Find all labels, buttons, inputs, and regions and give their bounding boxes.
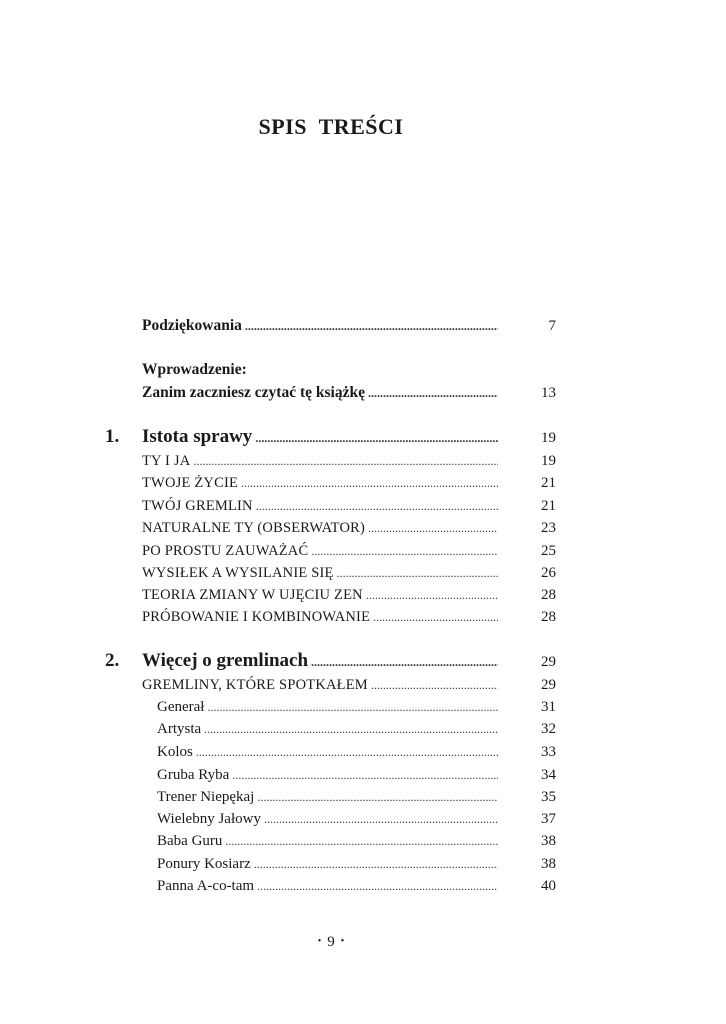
dot-leader [196,743,498,761]
dot-leader [368,384,498,402]
toc-section [142,564,498,582]
toc-subsection-label: Gruba Ryba [157,767,230,783]
toc-section-label: WYSIŁEK A WYSILANIE SIĘ [142,565,334,581]
toc-page-number: 7 [548,318,556,334]
toc-subsection [157,855,498,873]
toc-page-number: 37 [541,811,556,827]
dot-leader [371,676,498,694]
dot-leader [193,452,498,470]
toc-page-number: 35 [541,789,556,805]
toc-subsection [157,698,498,716]
toc-subsection [157,743,498,761]
dot-leader [232,766,498,784]
toc-section [142,474,498,492]
toc-page-number: 19 [541,453,556,469]
toc-subsection-label: Generał [157,699,205,715]
toc-section [142,608,498,626]
toc-subsection-label: Wielebny Jałowy [157,811,261,827]
toc-page-number: 26 [541,565,556,581]
toc-section [142,452,498,470]
toc-subsection-label: Trener Niepękaj [157,789,255,805]
toc-page-number: 29 [541,677,556,693]
dot-leader [264,810,498,828]
toc-section [142,676,498,694]
toc-page-number: 19 [541,430,556,446]
dot-leader [204,720,498,738]
toc-page-number: 21 [541,475,556,491]
toc-page-number: 28 [541,587,556,603]
toc-page-number: 32 [541,721,556,737]
toc-section-label: GREMLINY, KTÓRE SPOTKAŁEM [142,677,368,693]
dot-leader [255,427,498,449]
dot-leader [337,564,498,582]
dot-leader [207,698,498,716]
toc-entry-acknowledgements [142,317,498,335]
dot-leader [241,474,498,492]
bullet-ornament-icon: • [340,936,345,947]
dot-leader [225,832,498,850]
toc-subsection-label: Panna A-co-tam [157,878,255,894]
toc-section-label: PRÓBOWANIE I KOMBINOWANIE [142,609,371,625]
toc-section [142,586,498,604]
toc-section-label: TEORIA ZMIANY W UJĘCIU ZEN [142,587,363,603]
toc-subsection-label: Kolos [157,744,193,760]
toc-section [142,519,498,537]
dot-leader [245,317,498,335]
toc-page-number: 13 [541,385,556,401]
toc-chapter-2 [142,650,498,672]
toc-section-label: NATURALNE TY (OBSERWATOR) [142,520,366,536]
toc-page-number: 23 [541,520,556,536]
chapter-title: Więcej o gremlinach [142,650,309,671]
toc-page-number: 33 [541,744,556,760]
toc-page-number: 40 [541,878,556,894]
chapter-number: 1. [105,426,120,447]
dot-leader [311,542,498,560]
toc-page-number: 38 [541,833,556,849]
dot-leader [368,519,498,537]
toc-section-label: TWÓJ GREMLIN [142,498,253,514]
toc-page-number: 38 [541,856,556,872]
chapter-title: Istota sprawy [142,426,253,447]
dot-leader [366,586,498,604]
page-title: SPIS TREŚCI [258,114,404,139]
toc-page-number: 28 [541,609,556,625]
toc-section [142,542,498,560]
toc-section-label: TWOJE ŻYCIE [142,475,239,491]
toc-subsection [157,877,498,895]
dot-leader [256,497,498,515]
toc-entry-label: Zanim zaczniesz czytać tę książkę [142,384,365,401]
toc-section [142,497,498,515]
toc-section-label: TY I JA [142,453,191,469]
dot-leader [373,608,498,626]
toc-subsection-label: Baba Guru [157,833,223,849]
bullet-ornament-icon: • [317,936,322,947]
toc-subsection [157,832,498,850]
toc-chapter-1 [142,426,498,448]
toc-page-number: 34 [541,767,556,783]
chapter-number: 2. [105,650,120,671]
folio-page-number: 9 [327,934,335,950]
toc-entry-intro-heading: Wprowadzenie: [142,361,247,378]
toc-subsection-label: Ponury Kosiarz [157,856,251,872]
toc-section-label: PO PROSTU ZAUWAŻAĆ [142,543,309,559]
toc-page-number: 29 [541,654,556,670]
toc-subsection [157,788,498,806]
dot-leader [257,877,498,895]
toc-entry-intro [142,384,498,402]
toc-entry-label: Podziękowania [142,317,242,334]
toc-page-number: 25 [541,543,556,559]
toc-subsection [157,810,498,828]
toc-page-number: 21 [541,498,556,514]
toc-subsection [157,766,498,784]
toc-subsection-label: Artysta [157,721,202,737]
dot-leader [257,788,498,806]
toc-subsection [157,720,498,738]
dot-leader [254,855,498,873]
page-footer [0,934,662,951]
dot-leader [311,651,498,673]
toc-page-number: 31 [541,699,556,715]
